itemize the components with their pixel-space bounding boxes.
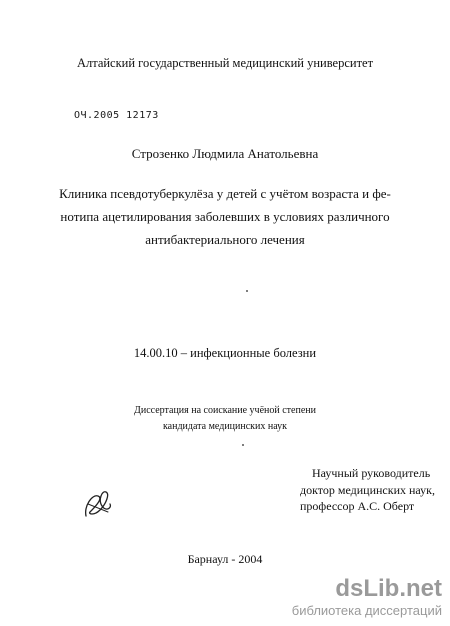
supervisor-heading: Научный руководитель — [312, 466, 431, 480]
university-name: Алтайский государственный медицинский университет — [76, 56, 374, 70]
scan-speck — [242, 444, 244, 446]
degree-line-1: Диссертация на соискание учёной степени — [134, 405, 316, 416]
thesis-title-line-1: Клиника псевдотуберкулёза у детей с учётом возраста и фе- — [59, 186, 391, 201]
supervisor-degree: доктор медицинских наук, — [300, 483, 435, 497]
specialty-code: 14.00.10 – инфекционные болезни — [133, 346, 317, 360]
scan-speck — [246, 290, 248, 292]
degree-line-2: кандидата медицинских наук — [162, 421, 288, 432]
author-name: Строзенко Людмила Анатольевна — [131, 146, 319, 161]
watermark-subtitle: библиотека диссертаций — [291, 603, 442, 618]
city-year: Барнаул - 2004 — [187, 552, 263, 566]
thesis-title-line-2: нотипа ацетилирования заболевших в условиях различного — [60, 209, 390, 224]
thesis-title-line-3: антибактериального лечения — [145, 232, 305, 247]
watermark — [292, 577, 442, 618]
supervisor-name: профессор А.С. Оберт — [300, 499, 415, 513]
handwritten-signature — [80, 486, 116, 522]
registration-code: ОЧ.2005 12173 — [74, 110, 159, 121]
watermark-logo: dsLib.net — [335, 575, 442, 602]
